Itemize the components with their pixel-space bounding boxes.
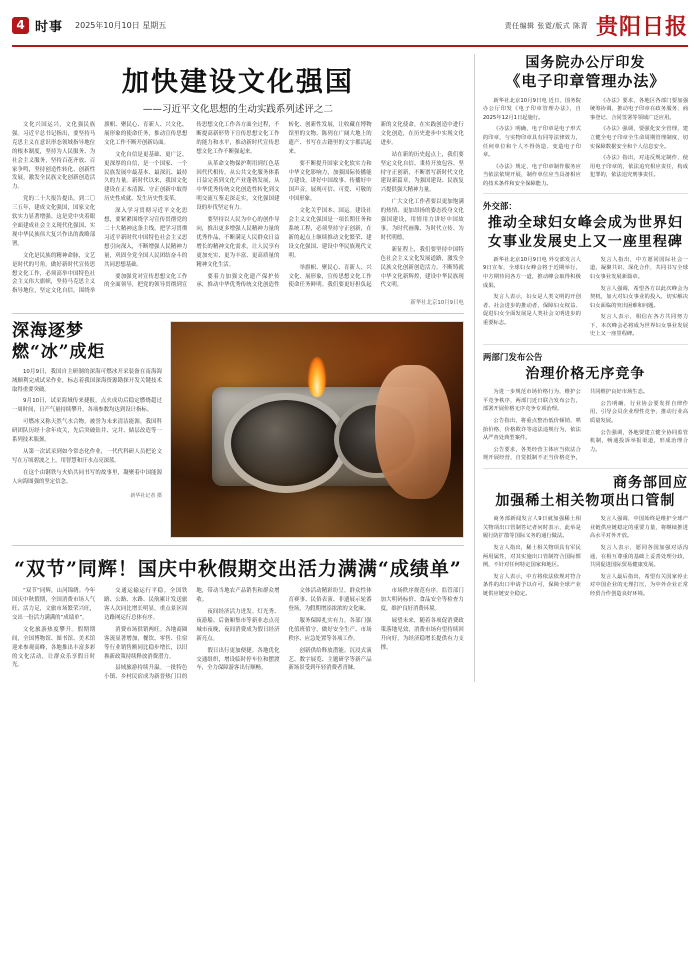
article-women-summit: [483, 200, 688, 339]
photo-glow: [171, 451, 463, 537]
paragraph: 《办法》指出，对违反规定制作、使用电子印章的，依法追究相应责任，构成犯罪的，依法追究刑事责任。: [589, 155, 688, 179]
page-number: 4: [12, 17, 29, 34]
paragraph: 发言人强调，希望各方以此次峰会为契机，加大对妇女事业的投入，切实解决妇女面临的突出困难和问题。: [589, 285, 688, 309]
paragraph: 服务保障扎实有力。各部门强化值班值守，做好安全生产、市场秩序、应急处置等各项工作。: [288, 617, 372, 642]
article3-kicker: 两部门发布公告: [482, 353, 543, 364]
newspaper-logo: 贵阳日报: [595, 14, 688, 40]
paragraph: 发言人表示，妇女是人类文明的开创者、社会进步的推动者，保障妇女权益、促进妇女全面发展是人类社会文明进步的重要标志。: [482, 294, 581, 326]
paragraph: 假日出行更加便捷。各地优化交通组织，增设临时停车位和摆渡车，全力保障游客出行顺畅。: [196, 647, 280, 672]
paragraph: 《办法》强调，要强化安全管理，建立健全电子印章全生命周期管理制度，切实保障数据安全和个人信息安全。: [589, 126, 688, 150]
masthead: [12, 10, 688, 47]
paragraph: 新华社北京10月9日电 外交部发言人9日宣布，全球妇女峰会将于近期举行，中方期待同各方一道，推动峰会取得积极成果。: [482, 256, 581, 289]
paragraph: 市场秩序规范有序。监管部门加大明码标价、食品安全等检查力度，维护良好消费环境。: [380, 588, 464, 613]
article4-body: [483, 515, 688, 601]
paragraph: 从第一次试采到如今常态化作业，一代代科研人员把论文写在万顷碧波之上，用智慧和汗水点亮深蓝。: [12, 448, 162, 464]
paragraph: 发言人最后指出，希望有关国家停止对中国企业的无理打压，为中外企业正常经贸合作创造良好环境。: [589, 573, 688, 597]
paragraph: 展望未来，随着各项促消费政策落地见效，消费市场有望持续回升向好，为经济稳增长提供有力支撑。: [380, 617, 464, 651]
mid-article-headline: “双节”同辉！国庆中秋假期交出活力满满“成绩单”: [14, 558, 462, 581]
paragraph: 发言人表示，愿同各国加强对话沟通，在相互尊重的基础上妥善处理分歧，共同促进国际贸易健康发展。: [589, 544, 688, 569]
article1-body: [483, 97, 688, 189]
paragraph: 《办法》明确，电子印章是电子形式的印章，与实物印章具有同等法律效力，任何单位和个人不得伪造、变造电子印章。: [482, 126, 581, 159]
mid-article-body: [12, 587, 464, 682]
paragraph: 文化关乎国本、国运。建设社会主义文化强国是一项长期任务和系统工程，必须坚持守正创新，在新的起点上继续推动文化繁荣、建设文化强国、建设中华民族现代文明。: [288, 208, 372, 259]
editor-credits: 责任编辑 张霓/版式 陈青: [504, 21, 588, 30]
paragraph: 发言人强调，中国始终是维护全球产业链供应链稳定的重要力量，将继续推进高水平对外开放。: [589, 516, 688, 540]
paragraph: 商务部新闻发言人9日就加强稀土相关物项出口管制答记者问时表示，此举是履行防扩散等国际义务的通行做法。: [482, 516, 581, 540]
article-price-competition: [483, 351, 688, 463]
article4-kicker: 商务部回应: [613, 474, 688, 491]
paragraph: 公告明确，行业协会要发挥自律作用，引导会员企业理性竞争，推动行业高质量发展。: [589, 400, 688, 424]
article4-headline: 加强稀土相关物项出口管制: [495, 493, 676, 510]
paragraph: 《办法》要求，各地区各部门要加强统筹协调，推动电子印章在政务服务、商事登记、合同签署等领域广泛应用。: [589, 97, 688, 121]
lead-subheadline: ——习近平文化思想的生动实践系列述评之二: [142, 104, 333, 115]
feature-headline-line2: 燃“冰”成炬: [12, 342, 106, 363]
article-rare-earth: [483, 474, 688, 602]
paragraph: 新征程上，我们要坚持中国特色社会主义文化发展道路，激发全民族文化创新创造活力，不断铸就中华文化新辉煌，建设中华民族现代文明。: [380, 246, 464, 289]
paragraph: 公告要求，各类经营主体应当依法合规开展经营，自觉抵制不正当价格竞争，共同维护良好市场生态。: [482, 389, 649, 462]
feature-headline-line1: 深海逐梦: [12, 321, 84, 342]
lead-article-signature: 新华社北京10月9日电: [410, 300, 464, 307]
paragraph: 文化旅游热度攀升。假期期间，全国博物馆、图书馆、美术馆迎来参观高峰，各地推出丰富多彩的文化活动，让群众乐享假日时光。: [12, 626, 96, 669]
lead-article-body: [12, 121, 464, 296]
paragraph: 消费市场供销两旺。各地商圈客流显著增加，餐饮、零售、住宿等行业销售额同比稳步增长，以旧换新政策持续释放消费潜力。: [104, 626, 188, 660]
paragraph: 创新供给释放潜能。沉浸式演艺、数字展览、主题研学等新产品新场景受到年轻消费者青睐。: [288, 647, 372, 672]
paragraph: 县域旅游持续升温。一批特色小镇、乡村民宿成为新晋热门目的地，带动当地农产品销售和群众增收。: [104, 588, 280, 681]
divider: [483, 193, 688, 194]
paragraph: 发言人指出，稀土相关物项具有军民两用属性，对其实施出口管制符合国际惯例，不针对任何特定国家和地区。: [482, 544, 581, 569]
lead-headline: 加快建设文化强国: [121, 67, 354, 98]
article2-kicker: 外交部：: [482, 202, 517, 213]
paragraph: 交通运输运行平稳。全国铁路、公路、水路、民航累计发送旅客人次同比增长明显，重点景区周边路网运行总体有序。: [104, 588, 188, 621]
masthead-left: [12, 16, 166, 35]
page-body: [12, 54, 688, 682]
paragraph: 从革命文物保护利用到红色基因代代相传，从公共文化服务体系日益完善到文化产业蓬勃发展，从中华优秀传统文化创造性转化到文明交流互鉴走深走实，文化强国建设的步伐坚定有力。: [196, 160, 280, 212]
paragraph: 文体活动精彩纷呈。群众性体育赛事、民俗表演、非遗展示轮番登场，为假期增添浓浓的文化味。: [288, 588, 372, 613]
feature-text-block: [12, 321, 162, 538]
paragraph: 广大文化工作者要以更加饱满的热情、更加昂扬的姿态投身文化强国建设，用情用力讲好中国故事，为时代画像、为时代立传、为时代明德。: [380, 199, 464, 241]
paragraph: 举旗帜、聚民心、育新人、兴文化、展形象，宣传思想文化工作使命任务鲜明。我们要更好担负起新的文化使命，在实践创造中进行文化创造，在历史进步中实现文化进步。: [288, 122, 464, 289]
feature-body: [12, 368, 162, 490]
divider: [483, 468, 688, 469]
feature-photo-wrap: [170, 321, 464, 538]
divider: [483, 344, 688, 345]
paragraph: 文化是民族的精神命脉，文艺是时代的号角。做好新时代宣传思想文化工作，必须高举中国特色社会主义伟大旗帜，坚持马克思主义指导地位，坚定文化自信，围绕举旗帜、聚民心、育新人、兴文化、展形象的使命任务，推动宣传思想文化工作不断开创新局面。: [12, 122, 188, 295]
article-electronic-seal: [483, 54, 688, 188]
article2-headline: 推动全球妇女峰会成为世界妇女事业发展史上又一座里程碑: [487, 215, 683, 250]
paragraph: 发言人表示，中方将依法依规对符合条件的出口申请予以许可，保障全球产业链供应链安全稳定。: [482, 573, 581, 597]
paragraph: 要坚持以人民为中心的创作导向，推出更多增强人民精神力量的优秀作品，不断满足人民群众日益增长的精神文化需求，让人民享有更加充实、更为丰富、更高质量的精神文化生活。: [196, 217, 280, 268]
feature-photo: [170, 321, 464, 538]
paragraph: 公告指出，将重点整治低价倾销、哄抬价格、价格欺诈等违法违规行为，依法从严查处典型案件。: [482, 417, 581, 442]
paragraph: 发言人表示，相信在各方共同努力下，本次峰会必将成为世界妇女事业发展史上又一座里程碑。: [589, 314, 688, 338]
paragraph: 发言人指出，中方愿同国际社会一道，凝聚共识、深化合作，共同书写全球妇女事业发展新篇章。: [589, 256, 688, 280]
article3-body: [483, 388, 688, 463]
paragraph: 要不断提升国家文化软实力和中华文化影响力，加强国际传播能力建设，讲好中国故事、传播好中国声音，展现可信、可爱、可敬的中国形象。: [288, 160, 372, 203]
masthead-right: [505, 10, 688, 41]
paragraph: 站在新的历史起点上，我们要坚定文化自信、秉持开放包容、坚持守正创新，不断谱写新时代文化建设新篇章，为强国建设、民族复兴提供强大精神力量。: [380, 151, 464, 194]
photo-flame: [308, 357, 326, 397]
paragraph: 9月10日，试采海域传来捷报，点火成功后稳定燃烧超过一周时间，日产气量持续攀升，各项参数均达到设计指标。: [12, 398, 162, 414]
article3-headline: 治理价格无序竞争: [525, 366, 646, 383]
paragraph: “双节”同辉，山河锦绣。今年国庆中秋假期，全国消费市场人气旺、活力足，文旅市场繁荣兴旺，交出一份活力满满的“成绩单”。: [12, 588, 96, 621]
paragraph: 公告强调，各地要建立健全协同监管机制，畅通投诉举报渠道，形成治理合力。: [589, 429, 688, 453]
paragraph: 在这个由钢铁与火焰共同书写的故事里，凝聚着中国能源人向海图强的坚定信念。: [12, 469, 162, 485]
paragraph: 《办法》规定，电子印章制作服务应当依法依规开展，制作单位应当具备相应的技术条件和安全保障能力。: [482, 163, 581, 187]
divider: [12, 545, 464, 546]
paragraph: 10月9日，我国自主研制的深海可燃冰开采装备在南海海域顺利完成试采作业，标志着我国深海资源勘探开发关键技术取得重要突破。: [12, 368, 162, 393]
article1-kicker: 国务院办公厅印发: [525, 55, 646, 71]
paragraph: 要加强党对宣传思想文化工作的全面领导，把党的领导贯彻到宣传思想文化工作各方面全过程，不断提高新形势下宣传思想文化工作的能力和水平，推动新时代宣传思想文化工作不断强起来。: [104, 122, 280, 289]
paragraph: 新华社北京10月9日电 近日，国务院办公厅印发《电子印章管理办法》，自2025年12月1日起施行。: [482, 97, 581, 121]
article2-body: [483, 256, 688, 339]
paragraph: 可燃冰又称天然气水合物，被誉为未来清洁能源。我国科研团队历经十余年攻关，先后突破钻井、完井、储层改造等一系列技术瓶颈。: [12, 419, 162, 444]
paragraph: 文化自信是更基础、更广泛、更深厚的自信，是一个国家、一个民族发展中最基本、最深沉、最持久的力量。新时代以来，我国文化建设在正本清源、守正创新中取得历史性成就、发生历史性变革。: [104, 151, 188, 203]
feature-headline: [12, 321, 162, 364]
photo-credit: 新华社记者 摄: [130, 492, 162, 499]
paragraph: 为进一步规范市场价格行为，维护公平竞争秩序，两部门近日联合发布公告，部署开展价格无序竞争专项治理。: [482, 389, 581, 413]
section-name: 时事: [35, 20, 64, 35]
paragraph: 党的二十大报告提出，到二〇三五年，建成文化强国，国家文化软实力显著增强。这是党中央着眼全面建成社会主义现代化强国、实现中华民族伟大复兴作出的战略部署。: [12, 196, 96, 247]
divider: [12, 313, 464, 314]
article1-headline: 《电子印章管理办法》: [505, 72, 666, 91]
paragraph: 深入学习贯彻习近平文化思想，要紧紧围绕学习宣传贯彻党的二十大精神这条主线，把学习贯彻习近平新时代中国特色社会主义思想引向深入，不断增强人民精神力量，巩固全党全国人民团结奋斗的共同思想基础。: [104, 208, 188, 268]
left-section: [12, 54, 464, 682]
paragraph: 文化兴国运兴，文化强民族强。习近平总书记指出，要坚持马克思主义在意识形态领域指导地位的根本制度，坚持为人民服务、为社会主义服务，坚持百花齐放、百家争鸣，坚持创造性转化、创新性发展，激发全民族文化创新创造活力。: [12, 122, 96, 191]
right-section: [474, 54, 688, 682]
paragraph: 夜间经济活力迸发。灯光秀、夜游船、后备厢集市等新业态点亮城市夜晚，夜间消费成为假日经济新亮点。: [196, 609, 280, 642]
feature-article: [12, 321, 464, 538]
paragraph: 要着力加强文化遗产保护传承，推动中华优秀传统文化创造性转化、创新性发展，让收藏在博物馆里的文物、陈列在广阔大地上的遗产、书写在古籍里的文字都活起来。: [196, 122, 372, 289]
publication-date: 2025年10月10日 星期五: [75, 21, 167, 30]
